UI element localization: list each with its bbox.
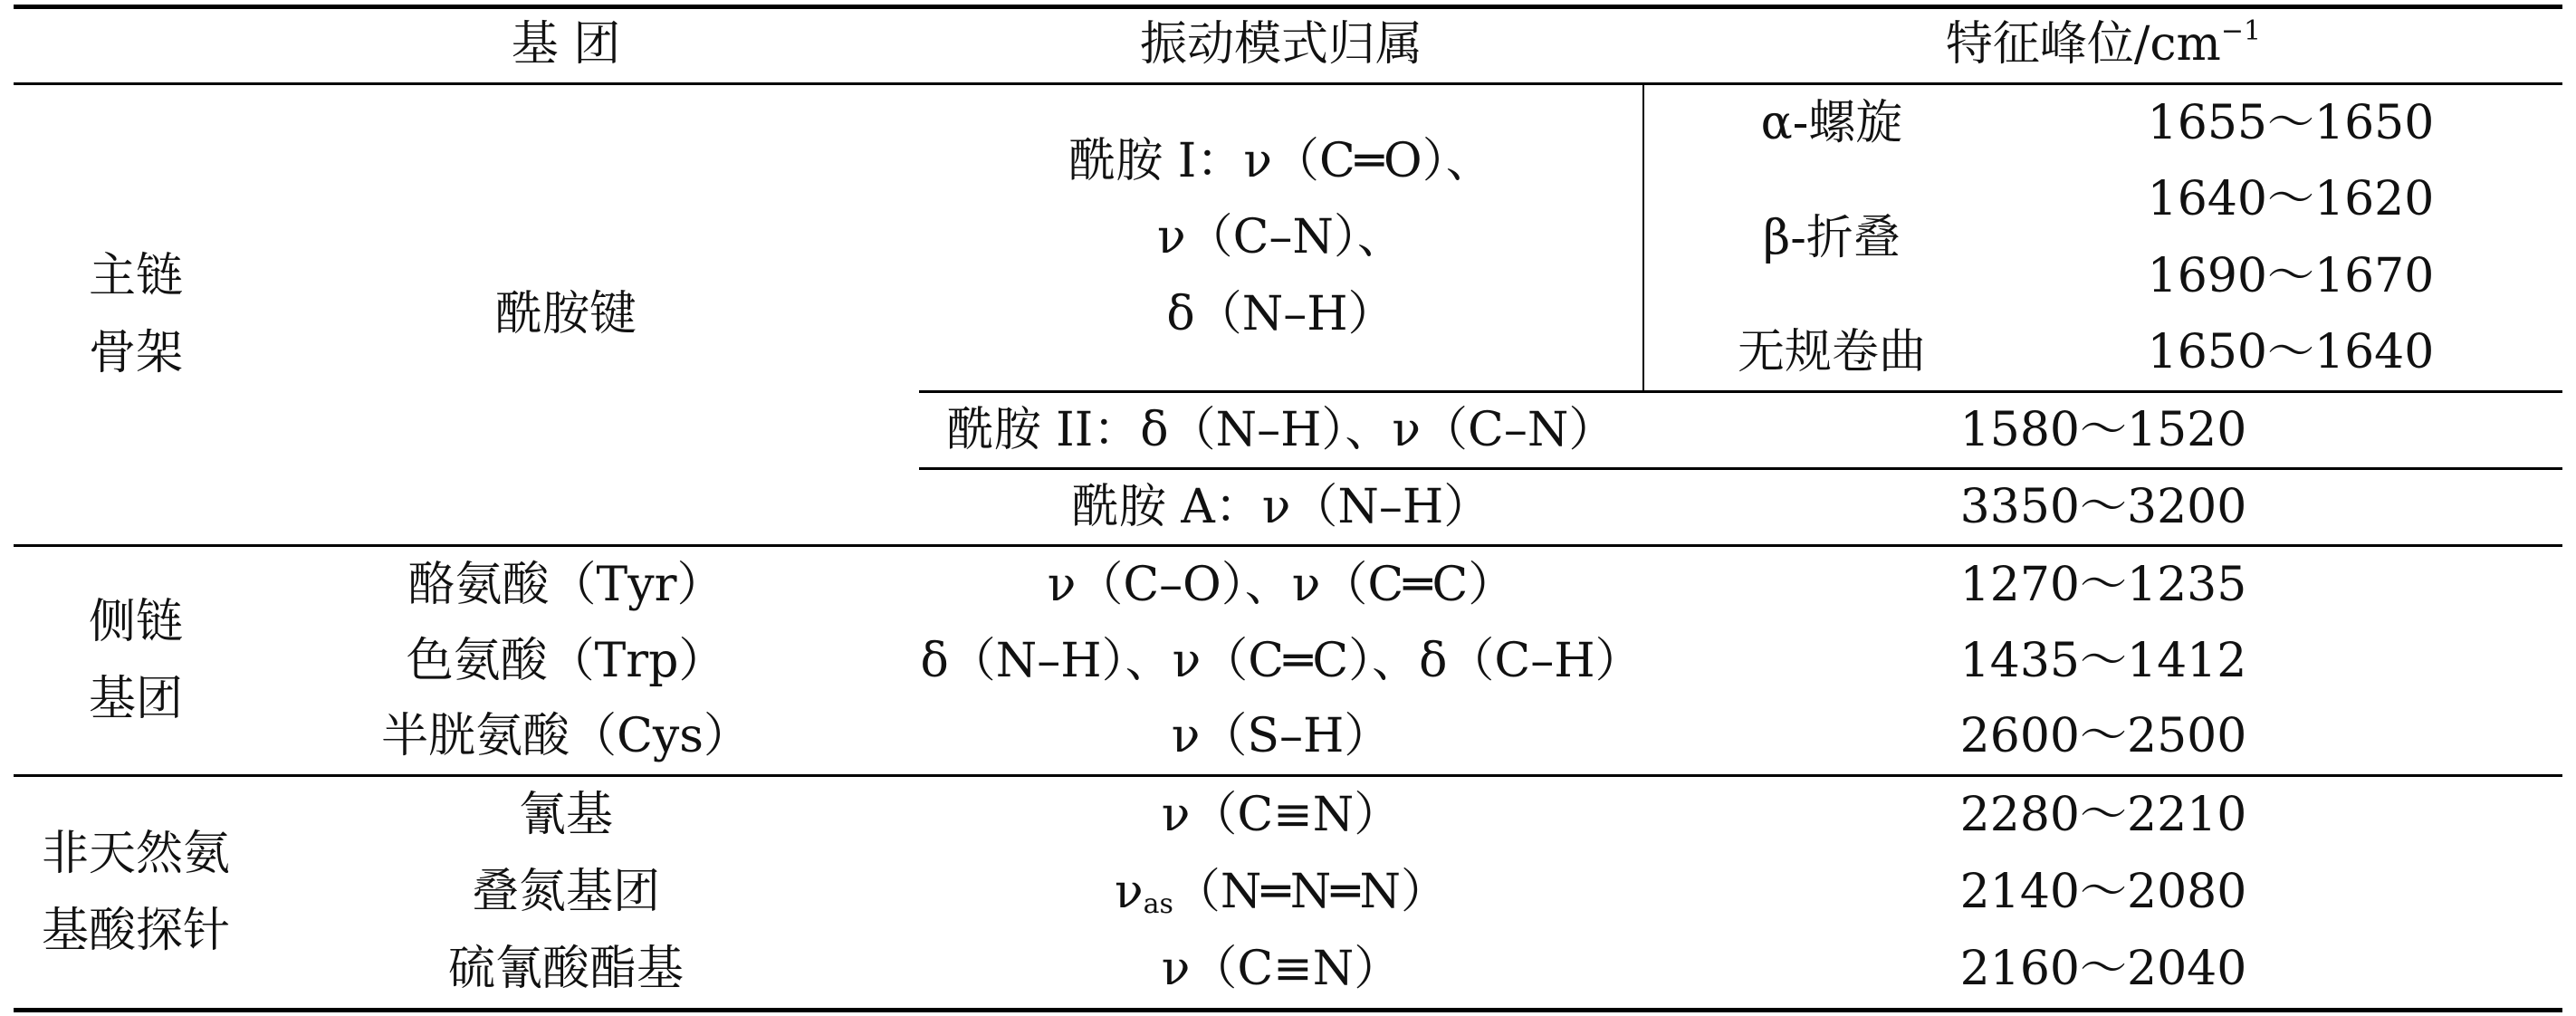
peak-cyano: 2280～2210 [1959,788,2247,843]
peak-beta-sheet-1: 1640～1620 [2147,172,2435,227]
mode-azide-subscript: as [1143,888,1173,921]
amideA-peak: 3350～3200 [1959,479,2247,534]
category-backbone [18,85,254,544]
category-probes-line-1: 非天然氨 [41,827,230,882]
peak-thiocyanate: 2160～2040 [1959,942,2247,997]
mode-tryptophan: δ（N–H）、ν（C═C）、δ（C–H） [920,633,1642,688]
group-cyano: 氰基 [518,788,613,843]
category-probes [18,777,254,1008]
mode-azide-symbol: ν [1114,865,1144,920]
category-backbone-line-2: 骨架 [88,325,183,380]
amide1-mode-line-1: 酰胺 I：ν（C═O）、 [1068,134,1493,189]
amide2-peak: 1580～1520 [1959,402,2247,457]
group-azide: 叠氮基团 [471,865,660,920]
category-side-chain [18,547,254,774]
mode-azide [919,854,1643,931]
peak-alpha-helix: 1655～1650 [2147,95,2435,150]
amide1-mode [919,85,1642,390]
amide2-mode: 酰胺 II：δ（N–H）、ν（C–N） [946,402,1616,457]
peak-azide: 2140～2080 [1959,865,2247,920]
header-group: 基 团 [511,17,621,72]
group-tryptophan: 色氨酸（Trp） [406,633,726,688]
peak-tryptophan: 1435～1412 [1959,633,2247,688]
category-side-chain-line-1: 侧链 [88,595,183,650]
amide1-mode-line-3: δ（N–H） [1166,286,1395,341]
header-peak-unit-exponent: −1 [2220,15,2262,48]
header-peak-position [1644,7,2562,82]
group-thiocyanate: 硫氰酸酯基 [447,942,684,997]
header-peak-label: 特征峰位/cm [1945,17,2221,72]
mode-tyrosine: ν（C–O）、ν（C═C） [1047,557,1516,612]
peak-random-coil: 1650～1640 [2147,325,2435,380]
peak-cysteine: 2600～2500 [1959,709,2247,764]
mode-thiocyanate: ν（C≡N） [1161,942,1402,997]
category-probes-line-2: 基酸探针 [41,903,230,958]
category-side-chain-line-2: 基团 [88,671,183,726]
mode-azide-bond: （N═N═N） [1173,865,1449,920]
mode-cyano: ν（C≡N） [1161,788,1402,843]
structure-alpha-helix: α-螺旋 [1760,95,1903,150]
category-backbone-line-1: 主链 [88,249,183,304]
amide1-mode-line-2: ν（C–N）、 [1157,210,1404,265]
amideA-mode: 酰胺 A：ν（N–H） [1071,479,1491,534]
group-amide-bond: 酰胺键 [494,287,637,342]
peak-beta-sheet-2: 1690～1670 [2147,249,2435,304]
peak-tyrosine: 1270～1235 [1959,557,2247,612]
group-cysteine: 半胱氨酸（Cys） [381,709,751,764]
structure-beta-sheet: β-折叠 [1763,210,1901,265]
mode-cysteine: ν（S–H） [1171,709,1392,764]
header-vibration-mode: 振动模式归属 [1139,17,1422,72]
table-bottom-rule [14,1008,2562,1012]
group-tyrosine: 酪氨酸（Tyr） [407,557,724,612]
structure-random-coil: 无规卷曲 [1737,325,1926,380]
